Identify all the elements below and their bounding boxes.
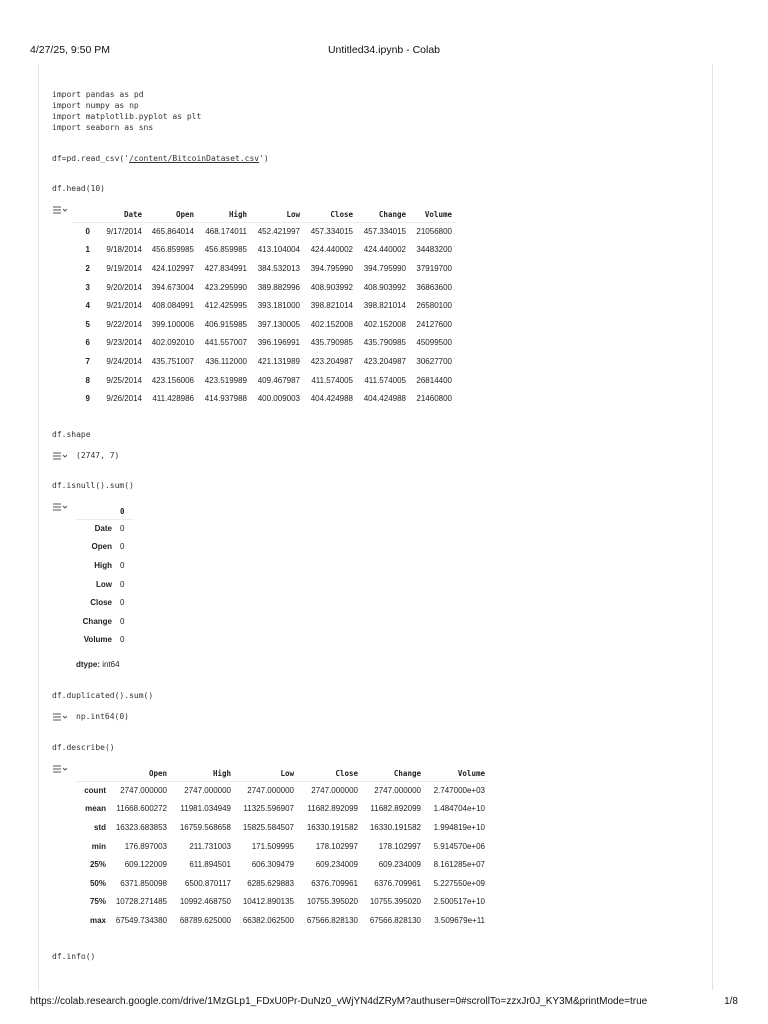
table-cell: 6376.709961 (374, 878, 421, 888)
output-toggle-icon[interactable] (52, 502, 67, 512)
csv-path-link[interactable]: /content/BitcoinDataset.csv (129, 154, 260, 163)
table-cell: 15825.584507 (242, 822, 294, 832)
table-cell: 16323.683853 (115, 822, 167, 832)
table-cell: 465.864014 (151, 227, 194, 237)
table-row (72, 296, 456, 315)
table-cell: 36863600 (416, 282, 452, 292)
table-cell: 9/22/2014 (106, 319, 142, 329)
table-row (76, 631, 134, 650)
row-index: 7 (85, 356, 90, 366)
table-cell: 404.424988 (363, 394, 406, 404)
table-row (72, 278, 456, 297)
column-header (76, 505, 116, 519)
table-row (72, 259, 456, 278)
code-line: import matplotlib.pyplot as plt (52, 112, 202, 121)
table-cell: 394.673004 (151, 282, 194, 292)
table-cell: 9/19/2014 (106, 263, 142, 273)
table-cell: 402.152008 (310, 319, 353, 329)
duplicated-output: np.int64(0) (76, 712, 129, 721)
table-cell: 45099500 (416, 338, 452, 348)
table-cell: 398.821014 (310, 301, 353, 311)
table-cell: 389.882996 (257, 282, 300, 292)
table-row (72, 334, 456, 353)
isnull-series-table (76, 505, 134, 649)
table-cell: 6371.850098 (120, 878, 167, 888)
print-footer (30, 996, 738, 1010)
column-header (76, 767, 110, 781)
table-cell: 456.859985 (204, 245, 247, 255)
table-cell: 398.821014 (363, 301, 406, 311)
table-cell: 26814400 (416, 375, 452, 385)
table-cell: 423.156006 (151, 375, 194, 385)
table-cell: 413.104004 (257, 245, 300, 255)
notebook-title: Untitled34.ipynb - Colab (327, 44, 441, 56)
row-index: 5 (85, 319, 90, 329)
column-header: Date (94, 208, 146, 222)
code-cell-info[interactable]: df.info() (52, 952, 96, 961)
table-cell: 609.122009 (124, 860, 167, 870)
table-row (76, 911, 489, 930)
row-index: min (91, 841, 106, 851)
table-cell: 178.102997 (315, 841, 358, 851)
table-row (76, 575, 134, 594)
column-header: Close (298, 767, 362, 781)
table-cell: 423.519989 (204, 375, 247, 385)
table-cell: 6376.709961 (311, 878, 358, 888)
table-header-row (76, 767, 489, 781)
table-cell: 400.009003 (257, 394, 300, 404)
table-cell: 606.309479 (251, 860, 294, 870)
table-cell: 3.509679e+11 (434, 915, 485, 925)
head-dataframe-table (72, 208, 456, 408)
table-cell: 1.994819e+10 (433, 822, 485, 832)
table-cell: 423.295990 (204, 282, 247, 292)
table-cell: 1.484704e+10 (433, 804, 485, 814)
row-index: 4 (85, 301, 90, 311)
table-cell: 404.424988 (310, 394, 353, 404)
table-cell: 457.334015 (310, 227, 353, 237)
row-index: 0 (85, 227, 90, 237)
table-row (76, 612, 134, 631)
table-cell: 468.174011 (205, 227, 247, 237)
code-text: df=pd.read_csv(' (52, 154, 130, 163)
table-cell: 421.131989 (257, 356, 300, 366)
code-cell-read-csv[interactable] (52, 153, 269, 164)
page-number: 1/8 (724, 996, 738, 1007)
row-index: Change (82, 616, 112, 626)
table-cell: 5.227550e+09 (433, 878, 485, 888)
column-header: High (171, 767, 235, 781)
table-cell: 9/24/2014 (106, 356, 142, 366)
table-cell: 2747.000000 (311, 786, 358, 796)
output-toggle-icon[interactable] (52, 764, 67, 774)
table-cell: 412.425995 (204, 301, 247, 311)
table-cell: 402.092010 (151, 338, 194, 348)
table-cell: 408.903992 (363, 282, 406, 292)
table-cell: 423.204987 (363, 356, 406, 366)
table-cell: 37919700 (416, 263, 452, 273)
code-cell-head[interactable]: df.head(10) (52, 184, 105, 193)
row-index: 1 (85, 245, 90, 255)
table-cell: 2747.000000 (120, 786, 167, 796)
table-cell: 2747.000000 (184, 786, 231, 796)
page-url: https://colab.research.google.com/drive/1MzGLp1_FDxU0Pr-DuNz0_vWjYN4dZRyM?authuser=0#scrollTo=zzxJr0J_KY3M&printMode=true (30, 996, 648, 1007)
table-cell: 0 (120, 524, 125, 534)
row-index: max (89, 915, 106, 925)
row-index: 3 (85, 282, 90, 292)
code-line: import pandas as pd (52, 90, 144, 99)
column-header: Low (251, 208, 304, 222)
table-cell: 394.795990 (310, 263, 353, 273)
table-cell: 411.574005 (364, 375, 406, 385)
table-row (76, 800, 489, 819)
table-cell: 9/25/2014 (106, 375, 142, 385)
table-cell: 0 (120, 616, 125, 626)
table-cell: 406.915985 (204, 319, 247, 329)
column-header: Open (146, 208, 198, 222)
table-cell: 0 (120, 542, 125, 552)
row-index: 6 (85, 338, 90, 348)
table-row (72, 241, 456, 260)
table-cell: 9/18/2014 (106, 245, 142, 255)
table-cell: 9/23/2014 (106, 338, 142, 348)
table-cell: 9/26/2014 (106, 394, 142, 404)
table-row (76, 781, 489, 800)
table-cell: 11981.034949 (180, 804, 231, 814)
code-cell-isnull[interactable]: df.isnull().sum() (52, 481, 134, 490)
row-index: 75% (89, 897, 106, 907)
table-cell: 2.500517e+10 (433, 897, 485, 907)
table-cell: 6285.629883 (247, 878, 294, 888)
table-cell: 21056800 (416, 227, 452, 237)
table-cell: 399.100006 (151, 319, 194, 329)
code-text: ') (259, 154, 269, 163)
row-index: mean (85, 804, 106, 814)
table-cell: 424.440002 (310, 245, 353, 255)
table-cell: 9/20/2014 (106, 282, 142, 292)
output-toggle-icon[interactable] (52, 451, 67, 461)
table-row (76, 538, 134, 557)
table-cell: 9/21/2014 (106, 301, 142, 311)
column-header: Low (235, 767, 298, 781)
table-row (76, 593, 134, 612)
shape-output: (2747, 7) (76, 451, 120, 460)
table-row (72, 222, 456, 241)
table-cell: 9/17/2014 (106, 227, 142, 237)
table-row (76, 855, 489, 874)
table-cell: 411.428986 (152, 394, 194, 404)
column-header: Volume (410, 208, 456, 222)
row-index: count (84, 786, 106, 796)
table-cell: 0 (120, 579, 125, 589)
table-cell: 414.937988 (204, 394, 247, 404)
table-cell: 178.102997 (378, 841, 421, 851)
row-index: Low (96, 579, 112, 589)
table-cell: 394.795990 (363, 263, 406, 273)
table-cell: 34483200 (416, 245, 452, 255)
table-header-row (76, 505, 134, 519)
table-cell: 21460800 (416, 394, 452, 404)
table-cell: 609.234009 (315, 860, 358, 870)
column-header: Change (357, 208, 410, 222)
table-cell: 67549.734380 (115, 915, 167, 925)
table-cell: 8.161285e+07 (433, 860, 485, 870)
table-cell: 5.914570e+06 (433, 841, 485, 851)
table-cell: 435.751007 (151, 356, 194, 366)
row-index: 9 (85, 394, 90, 404)
code-line: import numpy as np (52, 101, 139, 110)
table-cell: 67566.828130 (306, 915, 358, 925)
table-cell: 452.421997 (257, 227, 300, 237)
table-row (76, 818, 489, 837)
describe-dataframe-table (76, 767, 489, 930)
code-cell-shape[interactable]: df.shape (52, 430, 91, 439)
table-cell: 30627700 (416, 356, 452, 366)
row-index: 25% (89, 860, 106, 870)
column-header (72, 208, 94, 222)
table-row (76, 556, 134, 575)
row-index: Open (91, 542, 112, 552)
table-cell: 435.790985 (363, 338, 406, 348)
table-cell: 6500.870117 (184, 878, 231, 888)
table-cell: 2747.000000 (374, 786, 421, 796)
column-header: 0 (116, 505, 134, 519)
table-cell: 396.196991 (257, 338, 300, 348)
print-datetime: 4/27/25, 9:50 PM (30, 44, 110, 56)
table-cell: 11668.600272 (116, 804, 167, 814)
table-cell: 609.234009 (378, 860, 421, 870)
table-cell: 402.152008 (363, 319, 406, 329)
table-cell: 2747.000000 (247, 786, 294, 796)
table-cell: 441.557007 (204, 338, 247, 348)
column-header: Open (110, 767, 171, 781)
code-cell-imports[interactable] (52, 78, 201, 144)
table-cell: 408.903992 (310, 282, 353, 292)
row-index: Volume (83, 635, 112, 645)
table-cell: 11325.596907 (243, 804, 294, 814)
column-header: Change (362, 767, 425, 781)
code-cell-duplicated[interactable]: df.duplicated().sum() (52, 691, 154, 700)
table-cell: 16330.191582 (369, 822, 421, 832)
table-cell: 2.747000e+03 (433, 786, 485, 796)
row-index: 2 (85, 263, 90, 273)
table-row (72, 371, 456, 390)
table-cell: 0 (120, 560, 125, 570)
table-cell: 409.467987 (257, 375, 300, 385)
table-cell: 611.894501 (189, 860, 231, 870)
table-cell: 211.731003 (189, 841, 231, 851)
column-header: High (198, 208, 251, 222)
table-cell: 66382.062500 (242, 915, 294, 925)
row-index: 8 (85, 375, 90, 385)
table-cell: 0 (120, 635, 125, 645)
table-cell: 0 (120, 598, 125, 608)
table-cell: 26580100 (416, 301, 452, 311)
table-cell: 67566.828130 (369, 915, 421, 925)
row-index: High (94, 560, 112, 570)
table-cell: 171.509995 (251, 841, 294, 851)
row-index: 50% (89, 878, 106, 888)
table-cell: 423.204987 (310, 356, 353, 366)
table-cell: 411.574005 (311, 375, 353, 385)
table-cell: 16759.568658 (179, 822, 231, 832)
table-row (76, 893, 489, 912)
table-cell: 384.532013 (257, 263, 300, 273)
output-toggle-icon[interactable] (52, 205, 67, 215)
table-cell: 10755.395020 (369, 897, 421, 907)
output-toggle-icon[interactable] (52, 712, 67, 722)
table-cell: 457.334015 (363, 227, 406, 237)
dtype-label: dtype: int64 (76, 660, 120, 669)
table-cell: 435.790985 (310, 338, 353, 348)
table-cell: 408.084991 (151, 301, 194, 311)
dtype-value: int64 (102, 660, 120, 669)
table-cell: 10412.890135 (242, 897, 294, 907)
table-cell: 176.897003 (124, 841, 167, 851)
table-row (76, 837, 489, 856)
table-cell: 10755.395020 (306, 897, 358, 907)
table-row (76, 874, 489, 893)
row-index: Date (94, 524, 112, 534)
table-cell: 397.130005 (257, 319, 300, 329)
table-cell: 424.440002 (363, 245, 406, 255)
table-cell: 393.181000 (257, 301, 300, 311)
column-header: Volume (425, 767, 489, 781)
row-index: Close (90, 598, 112, 608)
table-row (72, 389, 456, 408)
code-cell-describe[interactable]: df.describe() (52, 743, 115, 752)
table-row (72, 352, 456, 371)
table-cell: 436.112000 (205, 356, 247, 366)
table-cell: 68789.625000 (179, 915, 231, 925)
column-header: Close (304, 208, 357, 222)
row-index: std (94, 822, 106, 832)
code-line: import seaborn as sns (52, 123, 154, 132)
table-cell: 24127600 (416, 319, 452, 329)
table-header-row (72, 208, 456, 222)
table-cell: 427.834991 (204, 263, 247, 273)
table-cell: 456.859985 (151, 245, 194, 255)
print-header (30, 44, 738, 60)
table-cell: 10992.468750 (179, 897, 231, 907)
table-cell: 16330.191582 (306, 822, 358, 832)
table-cell: 10728.271485 (115, 897, 167, 907)
table-row (72, 315, 456, 334)
table-cell: 424.102997 (151, 263, 194, 273)
table-cell: 11682.892099 (307, 804, 358, 814)
table-row (76, 519, 134, 538)
table-cell: 11682.892099 (370, 804, 421, 814)
